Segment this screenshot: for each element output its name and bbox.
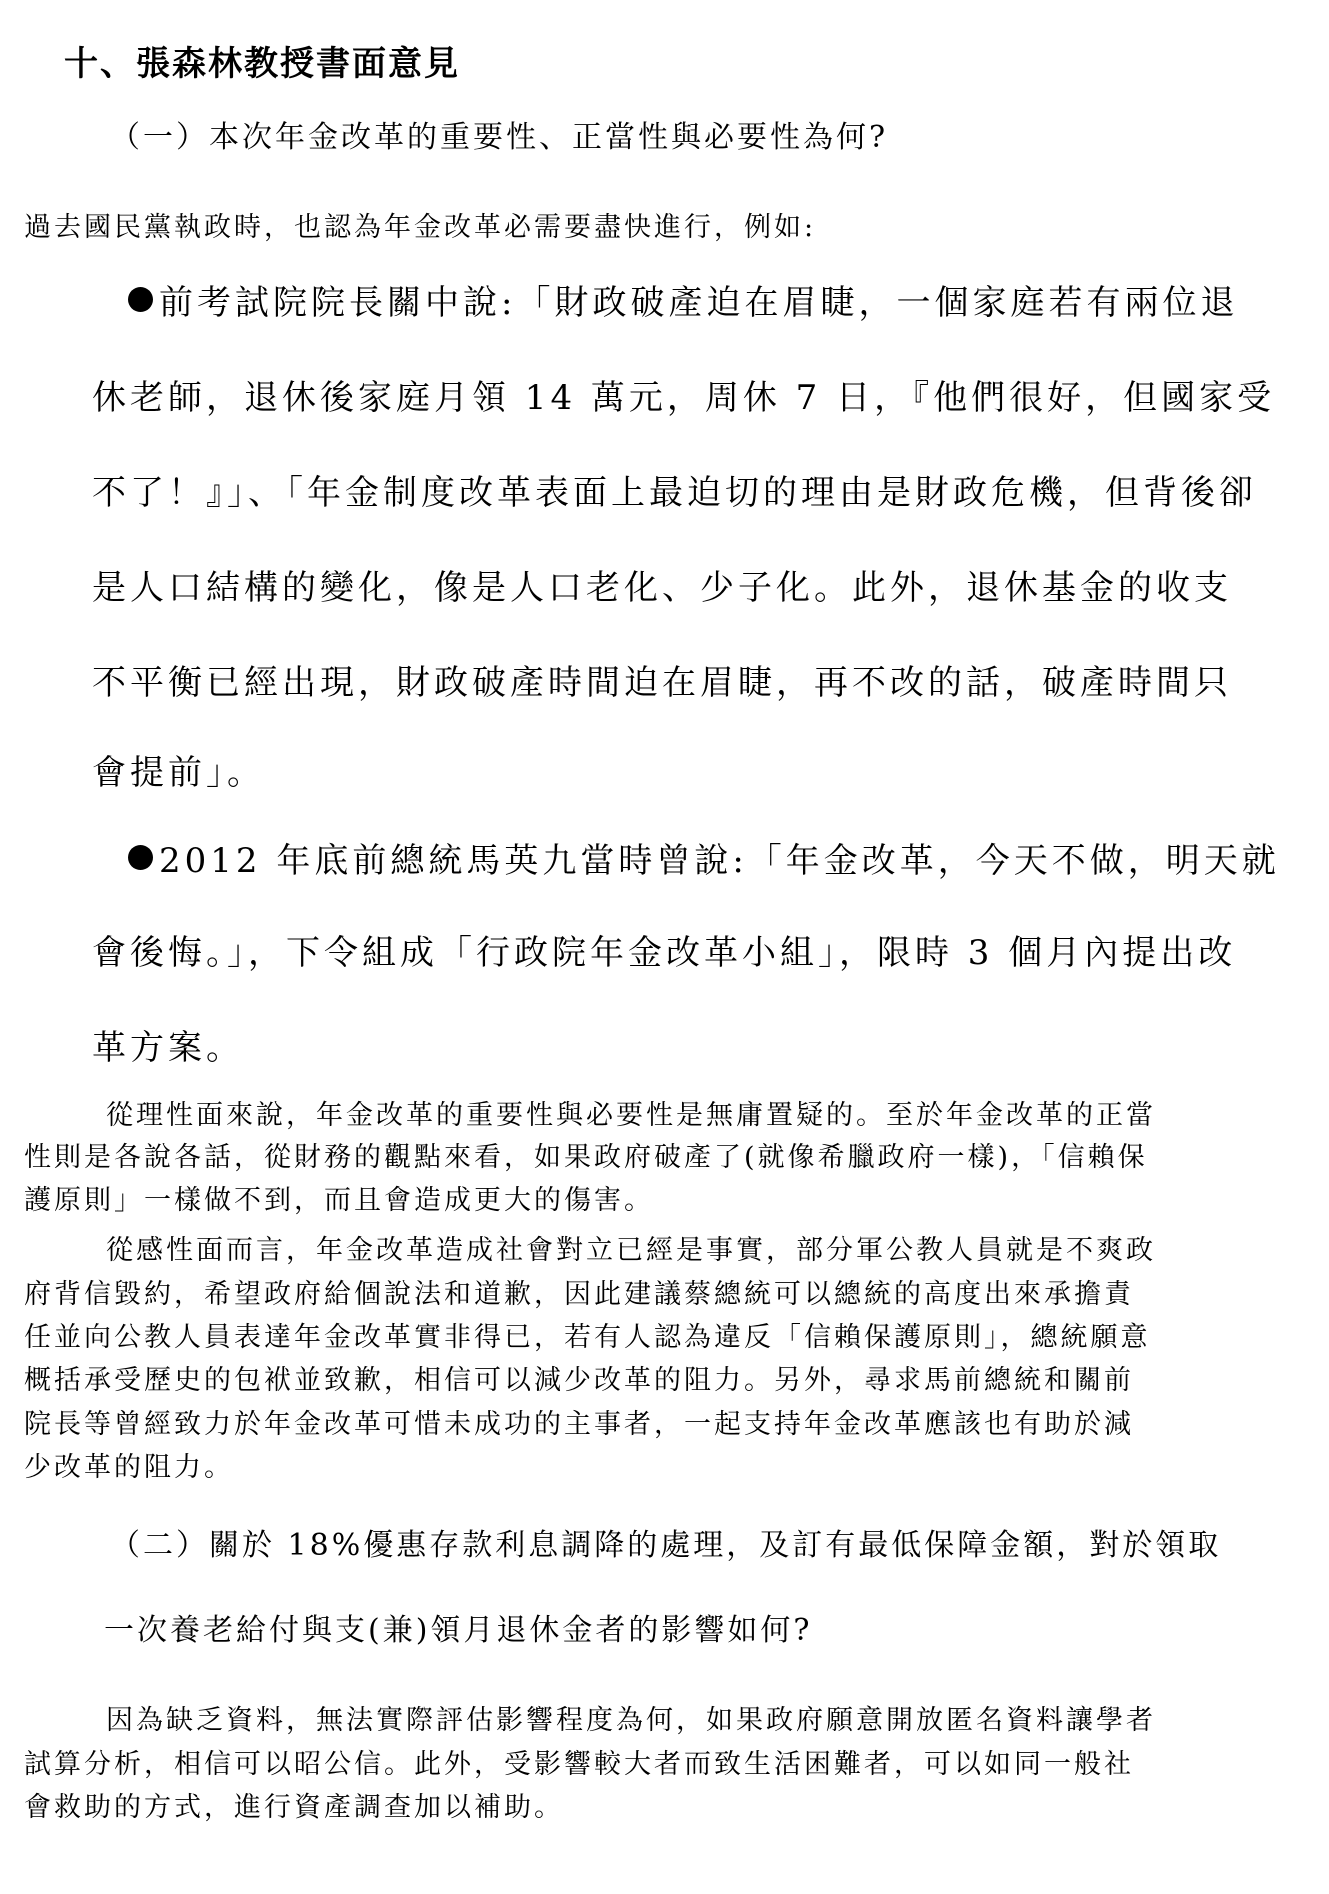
paragraph-line: 概括承受歷史的包袱並致歉，相信可以減少改革的阻力。另外，尋求馬前總統和關前	[24, 1365, 1134, 1396]
paragraph-line: 少改革的阻力。	[24, 1452, 234, 1483]
paragraph-line: 院長等曾經致力於年金改革可惜未成功的主事者，一起支持年金改革應該也有助於減	[24, 1409, 1134, 1440]
paragraph-line: 會救助的方式，進行資產調查加以補助。	[24, 1792, 564, 1823]
bullet-1-line: 休老師，退休後家庭月領 14 萬元，周休 7 日，『他們很好，但國家受	[92, 378, 1276, 418]
paragraph-line: 任並向公教人員表達年金改革實非得已，若有人認為違反「信賴保護原則」，總統願意	[24, 1322, 1151, 1353]
bullet-2-line: 2012 年底前總統馬英九當時曾說:「年金改革，今天不做，明天就	[159, 841, 1280, 881]
bullet-1-line: 前考試院院長關中說:「財政破產迫在眉睫，一個家庭若有兩位退	[159, 283, 1239, 323]
paragraph-line: 性則是各說各話，從財務的觀點來看，如果政府破產了(就像希臘政府一樣)，「信賴保	[24, 1142, 1148, 1173]
bullet-1-line: 會提前」。	[92, 753, 265, 793]
bullet-1-line: 不平衡已經出現，財政破產時間迫在眉睫，再不改的話，破產時間只	[92, 663, 1232, 703]
paragraph-line: 從感性面而言，年金改革造成社會對立已經是事實，部分軍公教人員就是不爽政	[106, 1235, 1156, 1266]
question-1-heading: （一）本次年金改革的重要性、正當性與必要性為何?	[110, 120, 889, 155]
paragraph-line: 試算分析，相信可以昭公信。此外，受影響較大者而致生活困難者，可以如同一般社	[24, 1749, 1134, 1780]
paragraph-line: 從理性面來說，年金改革的重要性與必要性是無庸置疑的。至於年金改革的正當	[106, 1100, 1156, 1131]
bullet-dot-icon	[128, 287, 153, 312]
paragraph-line: 因為缺乏資料，無法實際評估影響程度為何，如果政府願意開放匿名資料讓學者	[106, 1705, 1156, 1736]
question-2-line: 一次養老給付與支(兼)領月退休金者的影響如何?	[104, 1613, 813, 1648]
bullet-2-line: 會後悔。」，下令組成「行政院年金改革小組」，限時 3 個月內提出改	[92, 933, 1237, 973]
bullet-2-line: 革方案。	[92, 1028, 244, 1068]
section-title: 十、張森林教授書面意見	[64, 44, 460, 84]
bullet-1-line: 是人口結構的變化，像是人口老化、少子化。此外，退休基金的收支	[92, 568, 1232, 608]
paragraph-line: 府背信毀約，希望政府給個說法和道歉，因此建議蔡總統可以總統的高度出來承擔責	[24, 1279, 1134, 1310]
bullet-1-line: 不了！』」、「年金制度改革表面上最迫切的理由是財政危機，但背後卻	[92, 473, 1257, 513]
intro-text: 過去國民黨執政時，也認為年金改革必需要盡快進行，例如:	[24, 212, 817, 243]
bullet-dot-icon	[128, 845, 153, 870]
question-2-line: （二）關於 18%優惠存款利息調降的處理，及訂有最低保障金額，對於領取	[110, 1528, 1222, 1563]
paragraph-line: 護原則」一樣做不到，而且會造成更大的傷害。	[24, 1185, 654, 1216]
